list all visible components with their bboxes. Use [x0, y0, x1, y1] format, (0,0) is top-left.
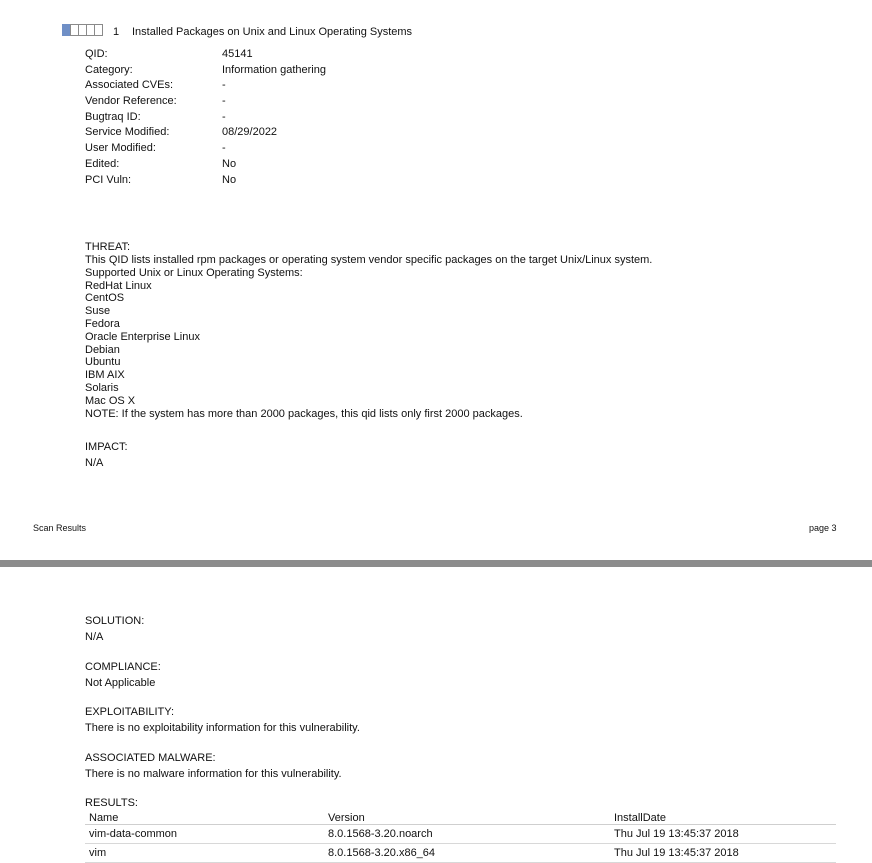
- column-header-install-date: InstallDate: [610, 811, 836, 825]
- vulnerability-title: Installed Packages on Unix and Linux Operating Systems: [132, 26, 413, 38]
- solution-heading: SOLUTION:: [85, 615, 145, 627]
- threat-section: [85, 241, 652, 420]
- package-name: vim-data-common: [85, 825, 324, 844]
- compliance-section: [85, 661, 161, 690]
- detail-value: -: [222, 79, 226, 92]
- threat-line: Debian: [85, 343, 120, 356]
- detail-value: 08/29/2022: [222, 126, 278, 139]
- exploitability-heading: EXPLOITABILITY:: [85, 706, 175, 718]
- threat-line: NOTE: If the system has more than 2000 packages, this qid lists only first 2000 packages.: [85, 407, 523, 420]
- compliance-text: Not Applicable: [85, 677, 156, 689]
- impact-heading: IMPACT:: [85, 441, 128, 453]
- package-name: vim: [85, 844, 324, 863]
- threat-heading: THREAT:: [85, 241, 131, 253]
- threat-line: IBM AIX: [85, 369, 125, 382]
- table-row: [85, 844, 836, 863]
- results-section: [85, 797, 837, 863]
- threat-line: Supported Unix or Linux Operating Systems:: [85, 266, 303, 279]
- impact-text: N/A: [85, 457, 104, 469]
- threat-line: CentOS: [85, 292, 125, 305]
- column-header-name: Name: [85, 811, 324, 825]
- page-number: page 3: [809, 523, 837, 533]
- results-heading: RESULTS:: [85, 797, 138, 809]
- impact-section: [85, 441, 128, 470]
- threat-line: Solaris: [85, 381, 119, 394]
- detail-value: -: [222, 110, 226, 123]
- results-table: [85, 811, 836, 863]
- threat-line: Ubuntu: [85, 356, 121, 369]
- threat-line: Fedora: [85, 317, 120, 330]
- malware-section: [85, 752, 342, 781]
- detail-label: Category:: [85, 63, 133, 76]
- detail-value: No: [222, 173, 237, 186]
- detail-label: Associated CVEs:: [85, 79, 174, 92]
- severity-box: [94, 24, 103, 36]
- solution-section: [85, 615, 144, 644]
- exploitability-section: [85, 706, 360, 735]
- package-install-date: Thu Jul 19 13:45:37 2018: [610, 825, 836, 844]
- threat-text: [85, 254, 652, 420]
- detail-label: PCI Vuln:: [85, 173, 132, 186]
- malware-text: There is no malware information for this vulnerability.: [85, 768, 342, 780]
- solution-text: N/A: [85, 631, 104, 643]
- detail-label: Vendor Reference:: [85, 95, 177, 108]
- package-version: 8.0.1568-3.20.x86_64: [324, 844, 610, 863]
- package-version: 8.0.1568-3.20.noarch: [324, 825, 610, 844]
- detail-label: Edited:: [85, 157, 120, 170]
- detail-label: QID:: [85, 48, 108, 60]
- column-header-version: Version: [324, 811, 610, 825]
- threat-line: RedHat Linux: [85, 279, 152, 292]
- malware-heading: ASSOCIATED MALWARE:: [85, 752, 216, 764]
- page-separator: [0, 560, 872, 567]
- detail-value: -: [222, 142, 226, 155]
- detail-value: No: [222, 157, 237, 170]
- detail-label: Bugtraq ID:: [85, 110, 141, 123]
- package-install-date: Thu Jul 19 13:45:37 2018: [610, 844, 836, 863]
- detail-label: Service Modified:: [85, 126, 170, 139]
- exploitability-text: There is no exploitability information for this vulnerability.: [85, 722, 360, 734]
- vulnerability-number: 1: [113, 26, 120, 38]
- table-row: [85, 825, 836, 844]
- detail-value: Information gathering: [222, 63, 326, 76]
- threat-line: Mac OS X: [85, 394, 136, 407]
- compliance-heading: COMPLIANCE:: [85, 661, 161, 673]
- detail-value: 45141: [222, 48, 253, 60]
- detail-value: -: [222, 95, 226, 108]
- results-header-row: [85, 811, 836, 825]
- detail-label: User Modified:: [85, 142, 156, 155]
- severity-indicator: [62, 24, 102, 36]
- footer-title: Scan Results: [33, 523, 87, 533]
- threat-line: This QID lists installed rpm packages or operating system vendor specific packages on the target Unix/Linux system.: [85, 254, 653, 266]
- threat-line: Suse: [85, 305, 111, 318]
- threat-line: Oracle Enterprise Linux: [85, 330, 200, 343]
